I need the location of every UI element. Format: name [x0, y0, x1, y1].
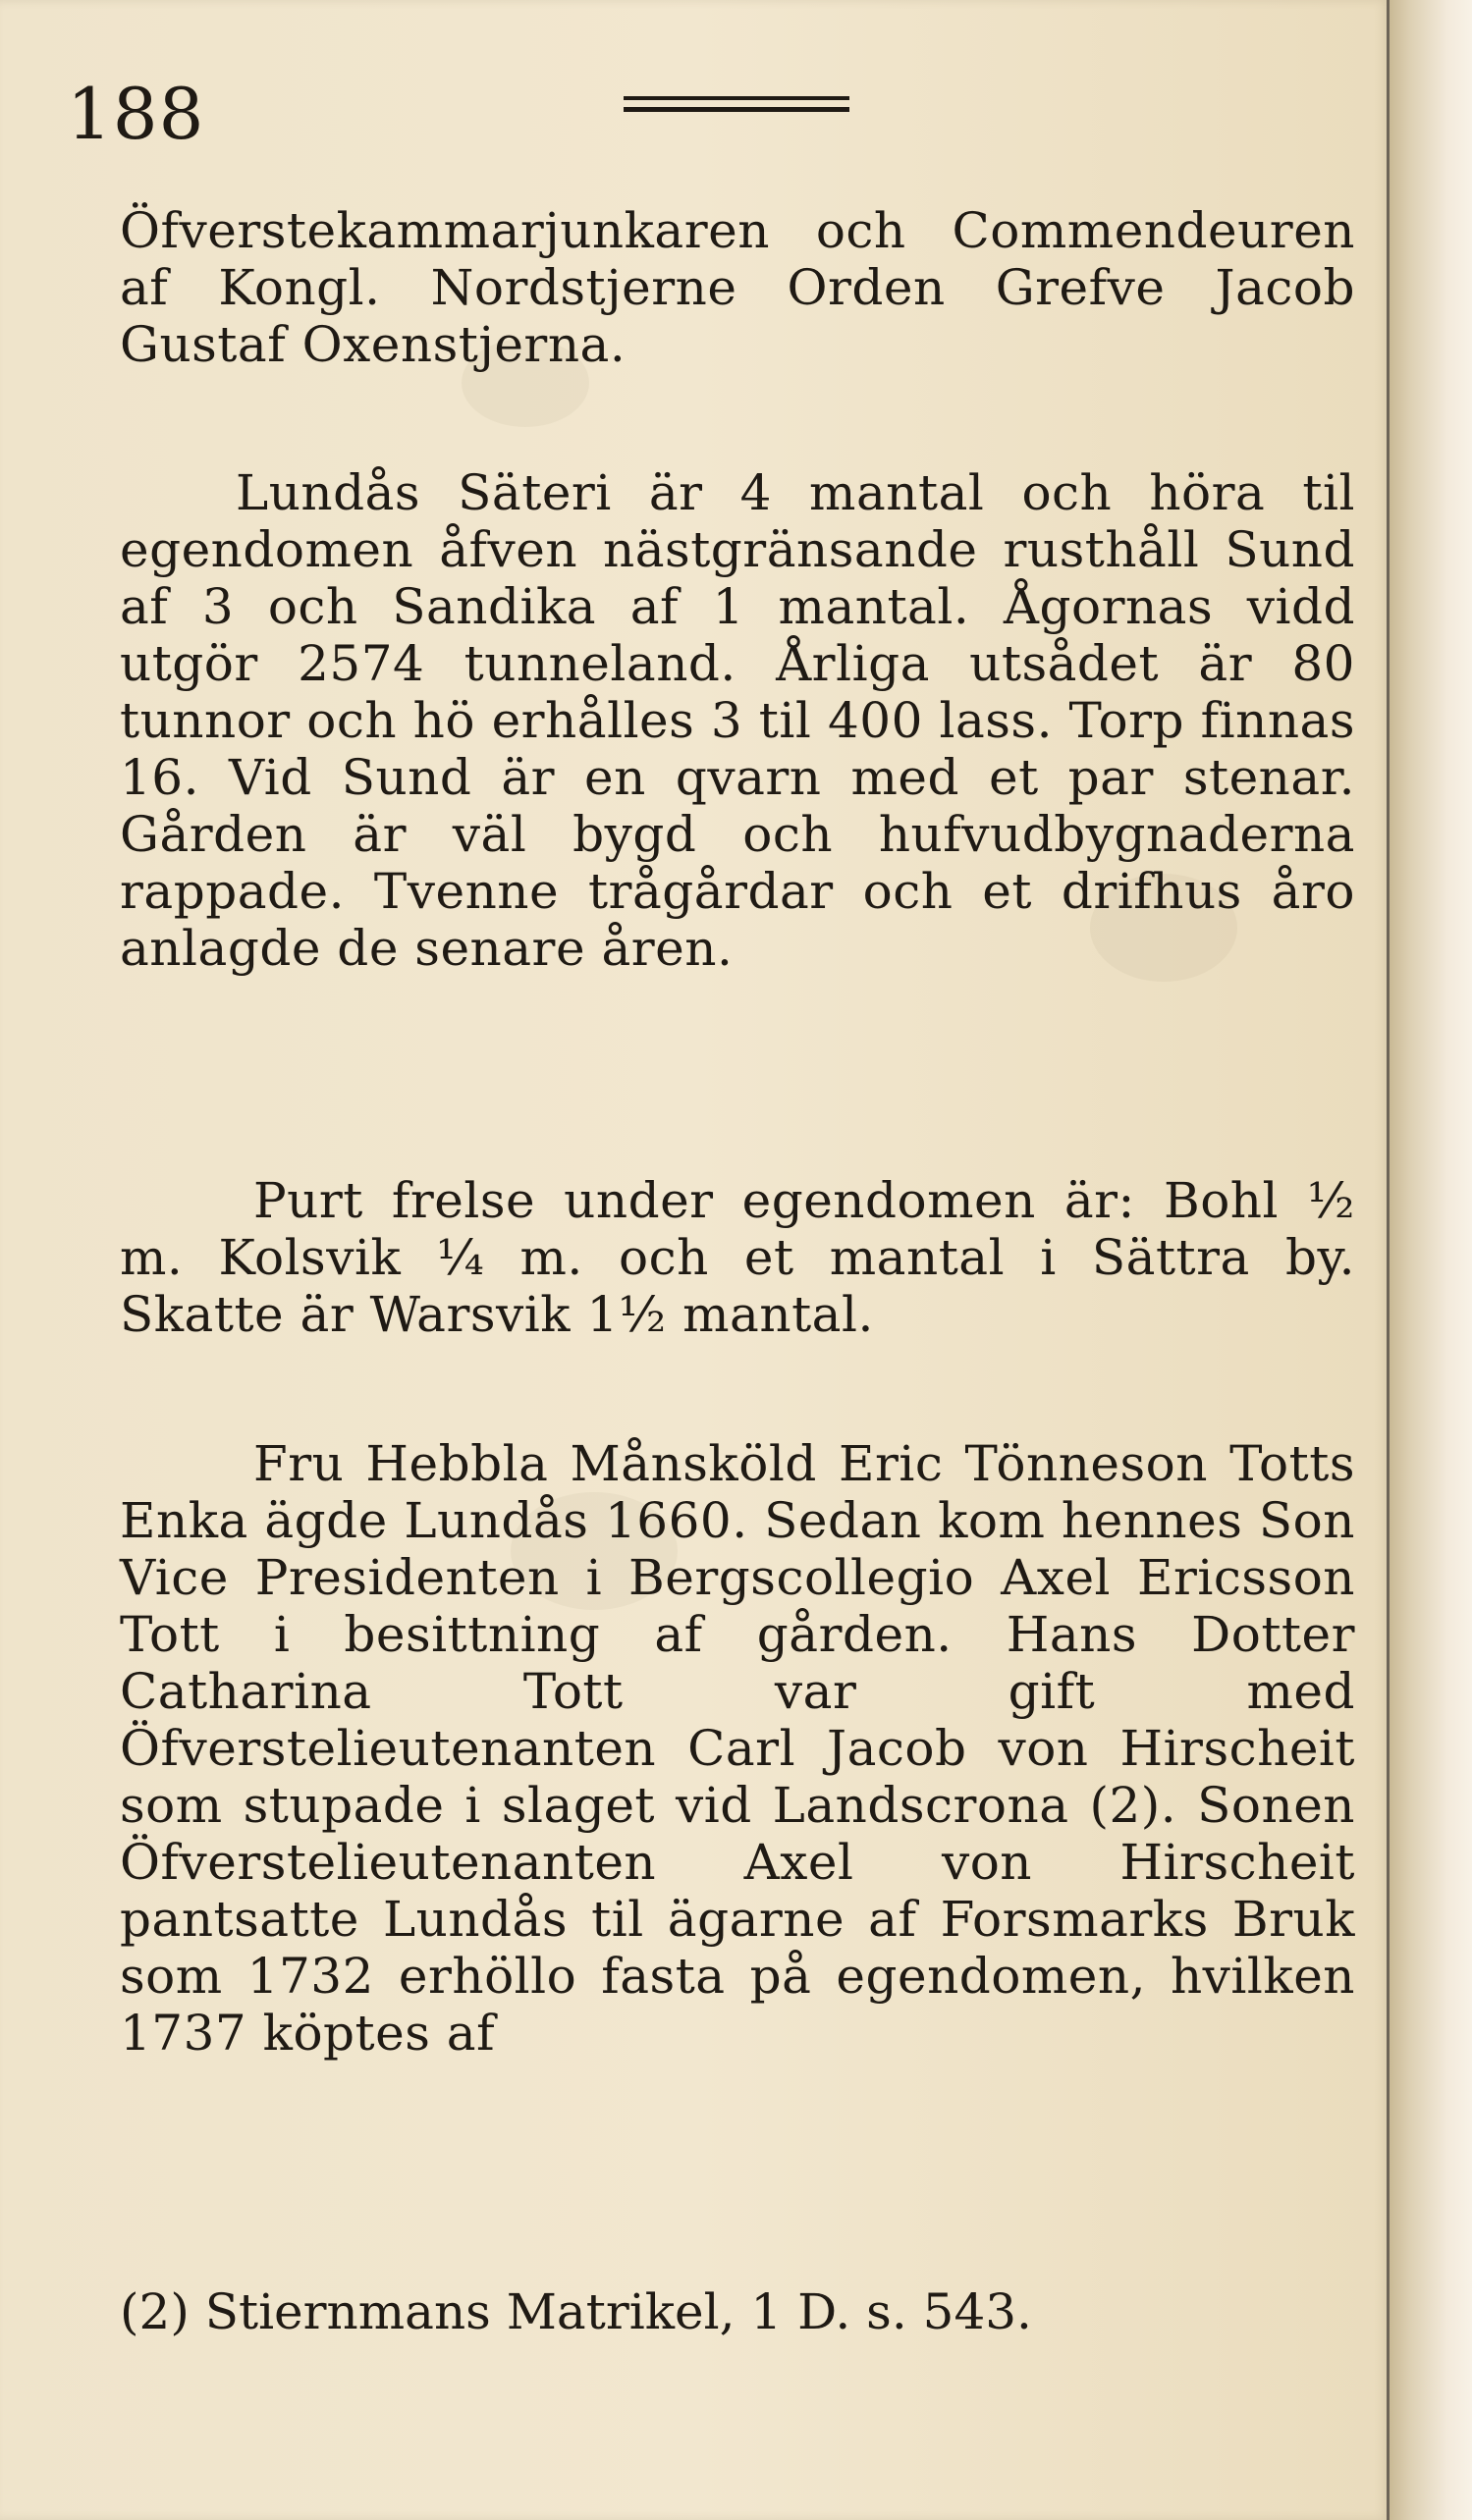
paragraph-1: Öfverstekammarjunkaren och Commendeuren af Kongl. Nordstjerne Orden Grefve Jacob Gustaf Oxenstjerna. [120, 202, 1355, 373]
header-rule [624, 96, 849, 112]
paragraph-2: Lundås Säteri är 4 mantal och höra til egendomen åfven nästgränsande rusthåll Sund af 3 och Sandika af 1 mantal. Ågornas vidd utgör 2574 tunneland. Årliga utsådet är 80 tunnor och hö erhålles 3 til 400 lass. Torp finnas 16. Vid Sund är en qvarn med et par stenar. Gården är väl bygd och hufvudbygnaderna rappade. Tvenne trågårdar och et drifhus åro anlagde de senare åren. [120, 464, 1355, 977]
paragraph-3: Purt frelse under egendomen är: Bohl ½ m. Kolsvik ¼ m. och et mantal i Sättra by. Skatte är Warsvik 1½ mantal. [120, 1172, 1355, 1343]
page-edge-binding [1387, 0, 1472, 2520]
paragraph-4: Fru Hebbla Månsköld Eric Tönneson Totts Enka ägde Lundås 1660. Sedan kom hennes Son Vice Presidenten i Bergscollegio Axel Ericsson Tott i besittning af gården. Hans Dotter Catharina Tott var gift med Öfverstelieutenanten Carl Jacob von Hirscheit som stupade i slaget vid Landscrona (2). Sonen Öfverstelieutenanten Axel von Hirscheit pantsatte Lundås til ägarne af Forsmarks Bruk som 1732 erhöllo fasta på egendomen, hvilken 1737 köptes af [120, 1435, 1355, 2062]
page-number: 188 [67, 73, 205, 155]
footnote: (2) Stiernmans Matrikel, 1 D. s. 543. [120, 2283, 1032, 2340]
